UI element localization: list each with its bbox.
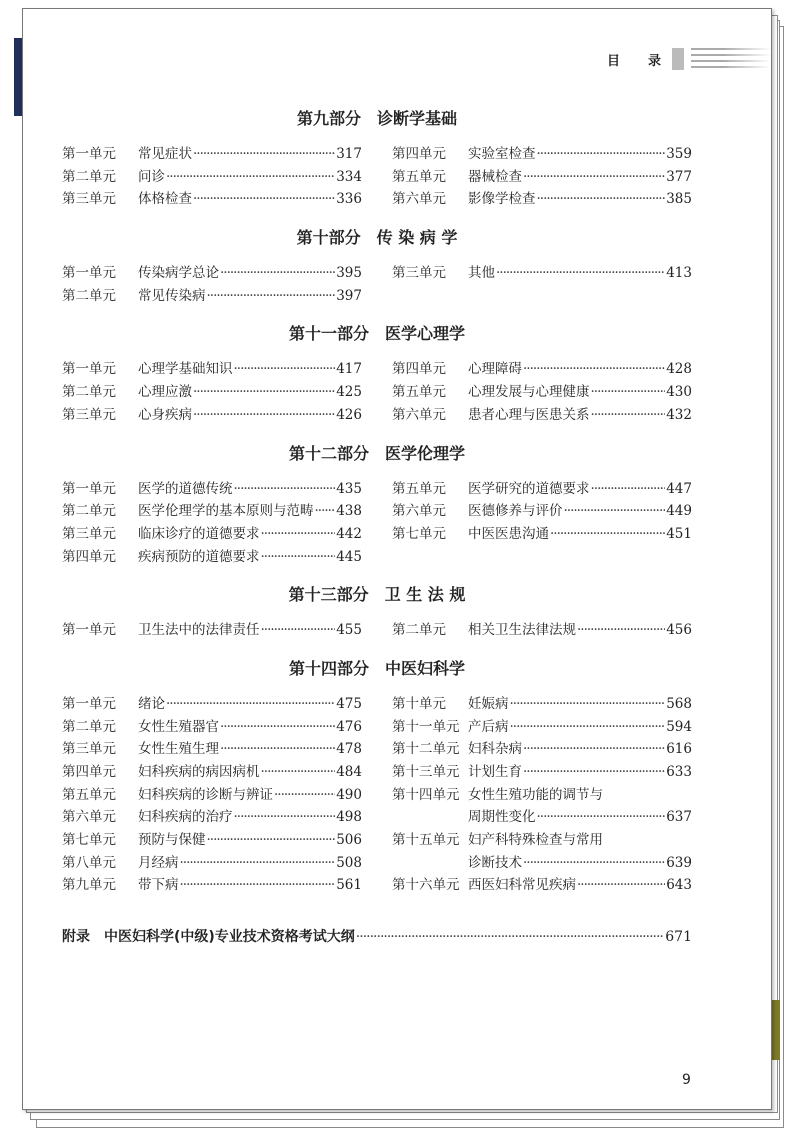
entry-page: 643 xyxy=(666,877,692,894)
toc-column-right xyxy=(392,143,692,211)
unit-label: 第一单元 xyxy=(62,361,116,378)
entry-title: 器械检查 xyxy=(468,168,522,185)
unit-label: 第六单元 xyxy=(392,503,446,520)
toc-entry[interactable] xyxy=(392,523,692,546)
leader-dots xyxy=(261,546,336,569)
unit-label: 第三单元 xyxy=(62,525,116,542)
unit-label: 第六单元 xyxy=(392,191,446,208)
entry-page: 385 xyxy=(666,191,692,208)
entry-page: 413 xyxy=(666,265,692,282)
entry-page: 430 xyxy=(666,384,692,401)
toc-entry[interactable] xyxy=(62,619,362,642)
entry-page: 455 xyxy=(336,622,362,639)
toc-column-left xyxy=(62,143,362,211)
leader-dots xyxy=(315,500,336,523)
unit-label: 第一单元 xyxy=(62,480,116,497)
leader-dots xyxy=(523,166,665,189)
leader-dots xyxy=(193,188,335,211)
entry-page: 508 xyxy=(336,854,362,871)
entry-title: 心理学基础知识 xyxy=(138,361,233,378)
unit-label: 第三单元 xyxy=(392,265,446,282)
leader-dots xyxy=(234,478,336,501)
entry-title: 医学研究的道德要求 xyxy=(468,480,590,497)
entry-title: 女性生殖生理 xyxy=(138,741,219,758)
leader-dots xyxy=(577,874,665,897)
entry-title: 其他 xyxy=(468,265,495,282)
entry-title: 心身疾病 xyxy=(138,406,192,423)
entry-title: 患者心理与医患关系 xyxy=(468,406,590,423)
leader-dots xyxy=(523,738,665,761)
leader-dots xyxy=(193,143,335,166)
toc-section xyxy=(62,214,692,307)
header-char: 录 xyxy=(648,54,662,69)
toc-entry-continued[interactable] xyxy=(392,852,692,875)
table-of-contents xyxy=(62,92,692,897)
appendix-page: 671 xyxy=(665,929,692,945)
unit-label: 第二单元 xyxy=(62,287,116,304)
section-title: 第十三部分 卫 生 法 规 xyxy=(288,585,466,605)
entry-page: 438 xyxy=(336,503,362,520)
unit-label: 第二单元 xyxy=(62,168,116,185)
toc-entry[interactable] xyxy=(62,404,362,427)
unit-label: 第十二单元 xyxy=(392,741,460,758)
leader-dots xyxy=(220,716,335,739)
leader-dots xyxy=(261,761,336,784)
entry-page: 317 xyxy=(336,146,362,162)
unit-label: 第五单元 xyxy=(62,786,116,803)
entry-title: 疾病预防的道德要求 xyxy=(138,548,260,565)
toc-section xyxy=(62,310,692,426)
toc-entry[interactable] xyxy=(392,381,692,404)
leader-dots xyxy=(523,358,665,381)
toc-entry[interactable] xyxy=(62,523,362,546)
entry-page: 417 xyxy=(336,361,362,378)
leader-dots xyxy=(207,285,336,308)
unit-label: 第二单元 xyxy=(392,622,446,639)
toc-column-right xyxy=(392,619,692,642)
leader-dots xyxy=(234,806,336,829)
toc-entry[interactable] xyxy=(62,166,362,189)
toc-entry[interactable] xyxy=(392,738,692,761)
leader-dots xyxy=(234,358,336,381)
entry-page: 484 xyxy=(336,764,362,780)
entry-page: 490 xyxy=(336,786,362,803)
toc-column-left xyxy=(62,262,362,307)
leader-dots xyxy=(261,619,336,642)
entry-title: 妊娠病 xyxy=(468,695,509,712)
section-columns xyxy=(62,619,692,642)
toc-entry[interactable] xyxy=(392,143,692,166)
toc-entry[interactable] xyxy=(62,806,362,829)
toc-entry[interactable] xyxy=(62,546,362,569)
entry-title: 传染病学总论 xyxy=(138,265,219,282)
section-columns xyxy=(62,693,692,897)
entry-page: 561 xyxy=(336,877,362,894)
leader-dots xyxy=(356,926,664,948)
toc-entry[interactable] xyxy=(62,784,362,807)
entry-title: 妇科疾病的病因病机 xyxy=(138,764,260,780)
toc-entry[interactable] xyxy=(392,693,692,716)
appendix-title: 中医妇科学(中级)专业技术资格考试大纲 xyxy=(104,929,355,945)
page-number: 9 xyxy=(682,1072,691,1088)
entry-title: 体格检查 xyxy=(138,191,192,208)
entry-title: 月经病 xyxy=(138,854,179,871)
leader-dots xyxy=(261,523,336,546)
toc-column-left xyxy=(62,693,362,897)
leader-dots xyxy=(550,523,665,546)
entry-title: 影像学检查 xyxy=(468,191,536,208)
entry-page: 456 xyxy=(666,622,692,639)
section-title: 第十一部分 医学心理学 xyxy=(288,324,465,344)
entry-title: 妇科杂病 xyxy=(468,741,522,758)
unit-label: 第十一单元 xyxy=(392,718,460,735)
toc-section xyxy=(62,430,692,569)
unit-label: 第十三单元 xyxy=(392,764,460,780)
appendix-entry[interactable] xyxy=(62,926,692,948)
unit-label: 第十五单元 xyxy=(392,832,460,849)
toc-entry[interactable] xyxy=(62,852,362,875)
entry-title: 问诊 xyxy=(138,168,165,185)
toc-entry[interactable] xyxy=(392,166,692,189)
toc-entry[interactable] xyxy=(62,829,362,852)
leader-dots xyxy=(523,761,665,784)
entry-page: 432 xyxy=(666,406,692,423)
entry-title: 心理发展与心理健康 xyxy=(468,384,590,401)
toc-section xyxy=(62,571,692,642)
entry-title-continued: 诊断技术 xyxy=(468,854,522,871)
leader-dots xyxy=(510,716,666,739)
entry-page: 442 xyxy=(336,525,362,542)
entry-page: 447 xyxy=(666,480,692,497)
section-title: 第十四部分 中医妇科学 xyxy=(288,658,465,678)
toc-entry[interactable] xyxy=(392,404,692,427)
section-title: 第十二部分 医学伦理学 xyxy=(288,443,465,463)
entry-page: 377 xyxy=(666,168,692,185)
toc-entry[interactable] xyxy=(62,874,362,897)
entry-page: 449 xyxy=(666,503,692,520)
leader-dots xyxy=(180,852,336,875)
entry-page: 633 xyxy=(666,764,692,780)
toc-entry[interactable] xyxy=(392,716,692,739)
entry-title: 相关卫生法律法规 xyxy=(468,622,576,639)
toc-entry[interactable] xyxy=(62,381,362,404)
toc-column-left xyxy=(62,358,362,426)
unit-label: 第十四单元 xyxy=(392,786,460,803)
leader-dots xyxy=(496,262,665,285)
entry-title: 绪论 xyxy=(138,695,165,712)
entry-page: 397 xyxy=(336,287,362,304)
entry-page: 475 xyxy=(336,695,362,712)
toc-section xyxy=(62,95,692,211)
unit-label: 第二单元 xyxy=(62,384,116,401)
toc-entry[interactable] xyxy=(392,358,692,381)
leader-dots xyxy=(180,874,336,897)
unit-label: 第一单元 xyxy=(62,146,116,162)
unit-label: 第六单元 xyxy=(392,406,446,423)
entry-title: 心理应激 xyxy=(138,384,192,401)
unit-label: 第十单元 xyxy=(392,695,446,712)
entry-title: 实验室检查 xyxy=(468,146,536,162)
entry-title: 妇科疾病的诊断与辨证 xyxy=(138,786,273,803)
toc-entry[interactable] xyxy=(392,262,692,285)
section-title: 第九部分 诊断学基础 xyxy=(296,109,457,128)
leader-dots xyxy=(510,693,666,716)
toc-entry[interactable] xyxy=(62,716,362,739)
entry-page: 498 xyxy=(336,809,362,826)
unit-label: 第九单元 xyxy=(62,877,116,894)
entry-page: 435 xyxy=(336,480,362,497)
entry-page: 639 xyxy=(666,854,692,871)
toc-entry[interactable] xyxy=(62,358,362,381)
unit-label: 第一单元 xyxy=(62,622,116,639)
toc-entry[interactable] xyxy=(392,619,692,642)
toc-section xyxy=(62,645,692,897)
unit-spacer xyxy=(392,852,468,875)
header-decoration xyxy=(672,48,684,70)
entry-page: 336 xyxy=(336,191,362,208)
toc-entry[interactable] xyxy=(392,761,692,784)
toc-column-right xyxy=(392,693,692,897)
section-columns xyxy=(62,478,692,569)
toc-entry[interactable] xyxy=(62,188,362,211)
entry-page: 506 xyxy=(336,832,362,849)
entry-title: 西医妇科常见疾病 xyxy=(468,877,576,894)
toc-column-left xyxy=(62,478,362,569)
leader-dots xyxy=(537,143,666,166)
unit-label: 第十六单元 xyxy=(392,877,460,894)
toc-entry[interactable] xyxy=(392,478,692,501)
unit-label: 第七单元 xyxy=(392,525,446,542)
unit-label: 第五单元 xyxy=(392,480,446,497)
entry-title: 心理障碍 xyxy=(468,361,522,378)
entry-page: 594 xyxy=(666,718,692,735)
unit-label: 第一单元 xyxy=(62,265,116,282)
entry-title: 常见传染病 xyxy=(138,287,206,304)
header-lines xyxy=(691,48,771,70)
entry-page: 451 xyxy=(666,525,692,542)
entry-page: 395 xyxy=(336,265,362,282)
leader-dots xyxy=(591,404,666,427)
leader-dots xyxy=(220,262,335,285)
entry-title: 预防与保健 xyxy=(138,832,206,849)
leader-dots xyxy=(193,381,335,404)
entry-page: 425 xyxy=(336,384,362,401)
header-char: 目 xyxy=(607,54,621,69)
unit-label: 第五单元 xyxy=(392,384,446,401)
leader-dots xyxy=(537,188,666,211)
entry-page: 637 xyxy=(666,809,692,826)
leader-dots xyxy=(591,381,666,404)
appendix-label: 附录 xyxy=(62,929,90,945)
unit-label: 第二单元 xyxy=(62,718,116,735)
unit-label: 第六单元 xyxy=(62,809,116,826)
toc-entry[interactable] xyxy=(62,761,362,784)
entry-title: 女性生殖功能的调节与 xyxy=(468,786,603,803)
toc-entry[interactable] xyxy=(62,478,362,501)
unit-label: 第二单元 xyxy=(62,503,116,520)
entry-page: 334 xyxy=(336,168,362,185)
unit-label: 第七单元 xyxy=(62,832,116,849)
section-title: 第十部分 传 染 病 学 xyxy=(296,228,458,248)
leader-dots xyxy=(591,478,666,501)
entry-page: 568 xyxy=(666,695,692,712)
toc-entry[interactable] xyxy=(62,285,362,308)
unit-label: 第三单元 xyxy=(62,191,116,208)
toc-entry[interactable] xyxy=(392,784,692,807)
toc-column-right xyxy=(392,478,692,569)
entry-page: 359 xyxy=(666,146,692,162)
leader-dots xyxy=(166,166,335,189)
toc-entry[interactable] xyxy=(62,262,362,285)
entry-page: 616 xyxy=(666,741,692,758)
leader-dots xyxy=(577,619,665,642)
unit-label: 第四单元 xyxy=(392,361,446,378)
unit-label: 第三单元 xyxy=(62,406,116,423)
toc-column-right xyxy=(392,262,692,307)
entry-title: 卫生法中的法律责任 xyxy=(138,622,260,639)
entry-title: 妇产科特殊检查与常用 xyxy=(468,832,603,849)
unit-spacer xyxy=(392,806,468,829)
toc-entry[interactable] xyxy=(62,693,362,716)
toc-entry[interactable] xyxy=(392,500,692,523)
entry-title: 医学伦理学的基本原则与范畴 xyxy=(138,503,314,520)
entry-title: 计划生育 xyxy=(468,764,522,780)
toc-column-right xyxy=(392,358,692,426)
entry-title: 产后病 xyxy=(468,718,509,735)
entry-page: 426 xyxy=(336,406,362,423)
entry-page: 478 xyxy=(336,741,362,758)
leader-dots xyxy=(220,738,335,761)
leader-dots xyxy=(207,829,336,852)
unit-label: 第五单元 xyxy=(392,168,446,185)
entry-title-continued: 周期性变化 xyxy=(468,809,536,826)
entry-title: 妇科疾病的治疗 xyxy=(138,809,233,826)
unit-label: 第四单元 xyxy=(392,146,446,162)
entry-title: 医学的道德传统 xyxy=(138,480,233,497)
entry-page: 428 xyxy=(666,361,692,378)
leader-dots xyxy=(523,852,665,875)
unit-label: 第三单元 xyxy=(62,741,116,758)
entry-title: 中医医患沟通 xyxy=(468,525,549,542)
entry-title: 女性生殖器官 xyxy=(138,718,219,735)
section-columns xyxy=(62,358,692,426)
unit-label: 第四单元 xyxy=(62,764,116,780)
unit-label: 第八单元 xyxy=(62,854,116,871)
toc-entry-continued[interactable] xyxy=(392,806,692,829)
entry-page: 476 xyxy=(336,718,362,735)
unit-label: 第一单元 xyxy=(62,695,116,712)
leader-dots xyxy=(564,500,666,523)
leader-dots xyxy=(274,784,335,807)
toc-entry[interactable] xyxy=(62,738,362,761)
leader-dots xyxy=(537,806,666,829)
leader-dots xyxy=(166,693,335,716)
toc-entry[interactable] xyxy=(392,874,692,897)
entry-title: 带下病 xyxy=(138,877,179,894)
toc-entry[interactable] xyxy=(62,143,362,166)
entry-title: 医德修养与评价 xyxy=(468,503,563,520)
entry-title: 临床诊疗的道德要求 xyxy=(138,525,260,542)
toc-entry[interactable] xyxy=(62,500,362,523)
unit-label: 第四单元 xyxy=(62,548,116,565)
leader-dots xyxy=(193,404,335,427)
section-columns xyxy=(62,143,692,211)
section-columns xyxy=(62,262,692,307)
toc-entry[interactable] xyxy=(392,188,692,211)
entry-title: 常见症状 xyxy=(138,146,192,162)
entry-page: 445 xyxy=(336,548,362,565)
toc-column-left xyxy=(62,619,362,642)
toc-entry[interactable] xyxy=(392,829,692,852)
